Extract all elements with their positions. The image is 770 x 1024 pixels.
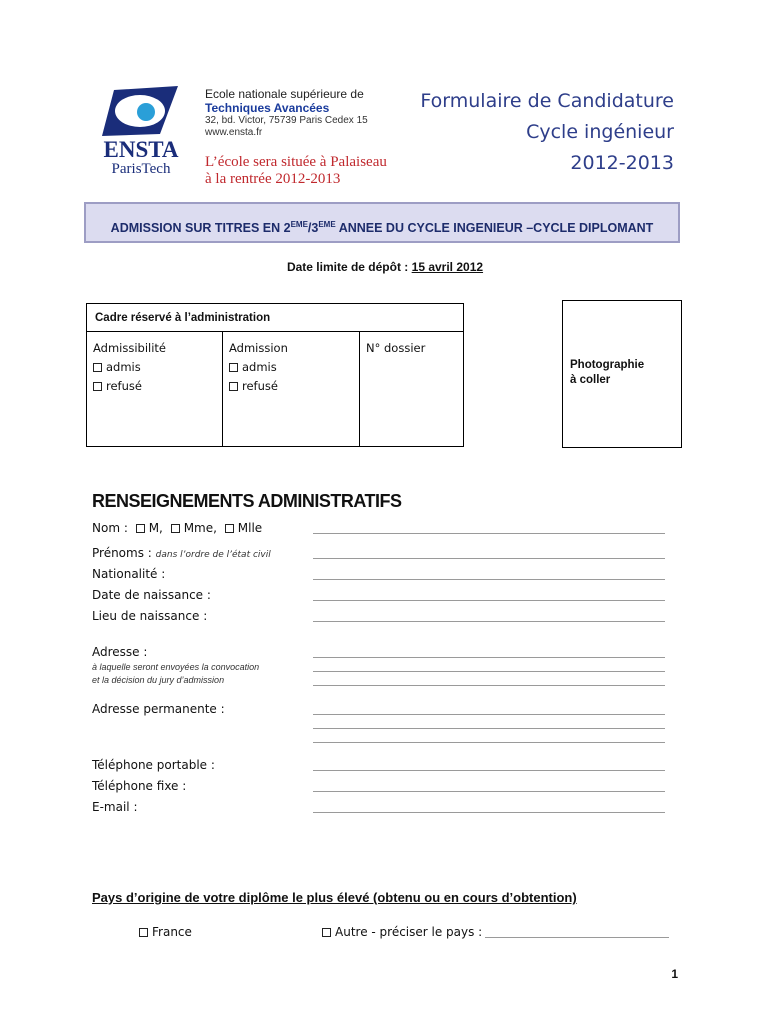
form-title — [420, 86, 674, 179]
relocation-line-2: à la rentrée 2012-2013 — [205, 171, 341, 187]
autre-pays-input-line[interactable] — [485, 937, 669, 938]
admission-column — [223, 332, 360, 446]
checkbox-icon[interactable] — [229, 363, 238, 372]
admin-box-title: Cadre réservé à l’administration — [87, 304, 463, 332]
school-name-line-1: Ecole nationale supérieure de — [205, 87, 364, 101]
autre-option — [322, 925, 482, 939]
photo-label-2: à coller — [570, 374, 611, 386]
tel-portable-input-line[interactable] — [313, 770, 665, 771]
form-title-line-2: Cycle ingénieur — [526, 121, 674, 143]
checkbox-icon[interactable] — [171, 524, 180, 533]
nom-label: Nom : — [92, 521, 128, 535]
date-naissance-label: Date de naissance : — [92, 588, 211, 602]
relocation-line-1: L’école sera située à Palaiseau — [205, 154, 387, 170]
dossier-title: N° dossier — [366, 341, 426, 355]
adresse-input-line-3[interactable] — [313, 685, 665, 686]
logo-wordmark: ENSTA — [103, 137, 179, 162]
section-title: RENSEIGNEMENTS ADMINISTRATIFS — [92, 491, 402, 511]
admissibilite-refuse-option — [93, 377, 222, 396]
ensta-logo — [100, 84, 182, 184]
banner-sup-1: EME — [290, 220, 308, 229]
adresse-input-line-2[interactable] — [313, 671, 665, 672]
nom-row — [92, 521, 262, 535]
logo-subtitle: ParisTech — [111, 161, 171, 177]
deadline — [0, 260, 770, 274]
school-info — [205, 87, 368, 139]
adresse-note-1: à laquelle seront envoyées la convocation — [92, 662, 260, 672]
checkbox-icon[interactable] — [322, 928, 331, 937]
lieu-naissance-label: Lieu de naissance : — [92, 609, 208, 623]
checkbox-icon[interactable] — [229, 382, 238, 391]
school-website[interactable]: www.ensta.fr — [205, 127, 263, 138]
admission-banner — [84, 202, 680, 243]
option-label: refusé — [106, 379, 142, 393]
france-option — [139, 925, 192, 939]
checkbox-icon[interactable] — [225, 524, 234, 533]
prenoms-row — [92, 546, 271, 560]
option-label: admis — [242, 360, 277, 374]
date-naissance-input-line[interactable] — [313, 600, 665, 601]
admissibilite-title: Admissibilité — [93, 341, 167, 355]
nationalite-input-line[interactable] — [313, 579, 665, 580]
tel-portable-label: Téléphone portable : — [92, 758, 215, 772]
prenoms-input-line[interactable] — [313, 558, 665, 559]
banner-text-1: ADMISSION SUR TITRES EN 2 — [110, 221, 291, 236]
relocation-notice — [205, 154, 387, 188]
origin-title: Pays d’origine de votre diplôme le plus élevé (obtenu ou en cours d’obtention) — [92, 890, 577, 905]
page-number: 1 — [671, 967, 678, 981]
lieu-naissance-input-line[interactable] — [313, 621, 665, 622]
option-label: admis — [106, 360, 141, 374]
prenoms-label: Prénoms : — [92, 546, 152, 560]
adresse-note-2: et la décision du jury d’admission — [92, 675, 225, 685]
admissibilite-column — [87, 332, 223, 446]
banner-sup-2: EME — [318, 220, 336, 229]
civ-mlle-label: Mlle — [237, 521, 263, 535]
adresse-input-line-1[interactable] — [313, 657, 665, 658]
option-label: refusé — [242, 379, 278, 393]
checkbox-icon[interactable] — [93, 363, 102, 372]
admission-title: Admission — [229, 341, 288, 355]
checkbox-icon[interactable] — [93, 382, 102, 391]
dossier-column — [360, 332, 463, 446]
checkbox-icon[interactable] — [136, 524, 145, 533]
email-label: E-mail : — [92, 800, 138, 814]
ensta-logo-emblem-icon — [100, 84, 182, 140]
adresse-permanente-line-3[interactable] — [313, 742, 665, 743]
admissibilite-admis-option — [93, 358, 222, 377]
school-name-line-2: Techniques Avancées — [205, 101, 330, 115]
tel-fixe-label: Téléphone fixe : — [92, 779, 187, 793]
adresse-permanente-label: Adresse permanente : — [92, 702, 225, 716]
admission-admis-option — [229, 358, 359, 377]
banner-text-2: /3 — [307, 221, 319, 236]
photo-label-1: Photographie — [570, 359, 645, 371]
admission-refuse-option — [229, 377, 359, 396]
civ-mme-label: Mme, — [183, 521, 217, 535]
tel-fixe-input-line[interactable] — [313, 791, 665, 792]
adresse-permanente-line-1[interactable] — [313, 714, 665, 715]
nationalite-label: Nationalité : — [92, 567, 166, 581]
form-title-line-3: 2012-2013 — [570, 152, 674, 174]
email-input-line[interactable] — [313, 812, 665, 813]
deadline-label: Date limite de dépôt : — [286, 260, 409, 274]
adresse-permanente-line-2[interactable] — [313, 728, 665, 729]
autre-label: Autre - préciser le pays : — [335, 925, 483, 939]
checkbox-icon[interactable] — [139, 928, 148, 937]
form-title-line-1: Formulaire de Candidature — [420, 90, 674, 112]
nom-input-line[interactable] — [313, 533, 665, 534]
prenoms-hint: dans l’ordre de l’état civil — [155, 550, 271, 560]
school-address: 32, bd. Victor, 75739 Paris Cedex 15 — [205, 115, 368, 126]
civ-m-label: M, — [148, 521, 163, 535]
deadline-date: 15 avril 2012 — [411, 260, 484, 274]
adresse-label: Adresse : — [92, 645, 148, 659]
banner-text-3: ANNEE DU CYCLE INGENIEUR –CYCLE DIPLOMANT — [335, 221, 654, 236]
photo-box — [562, 300, 682, 448]
admin-reserved-box — [86, 303, 464, 447]
france-label: France — [152, 925, 192, 939]
